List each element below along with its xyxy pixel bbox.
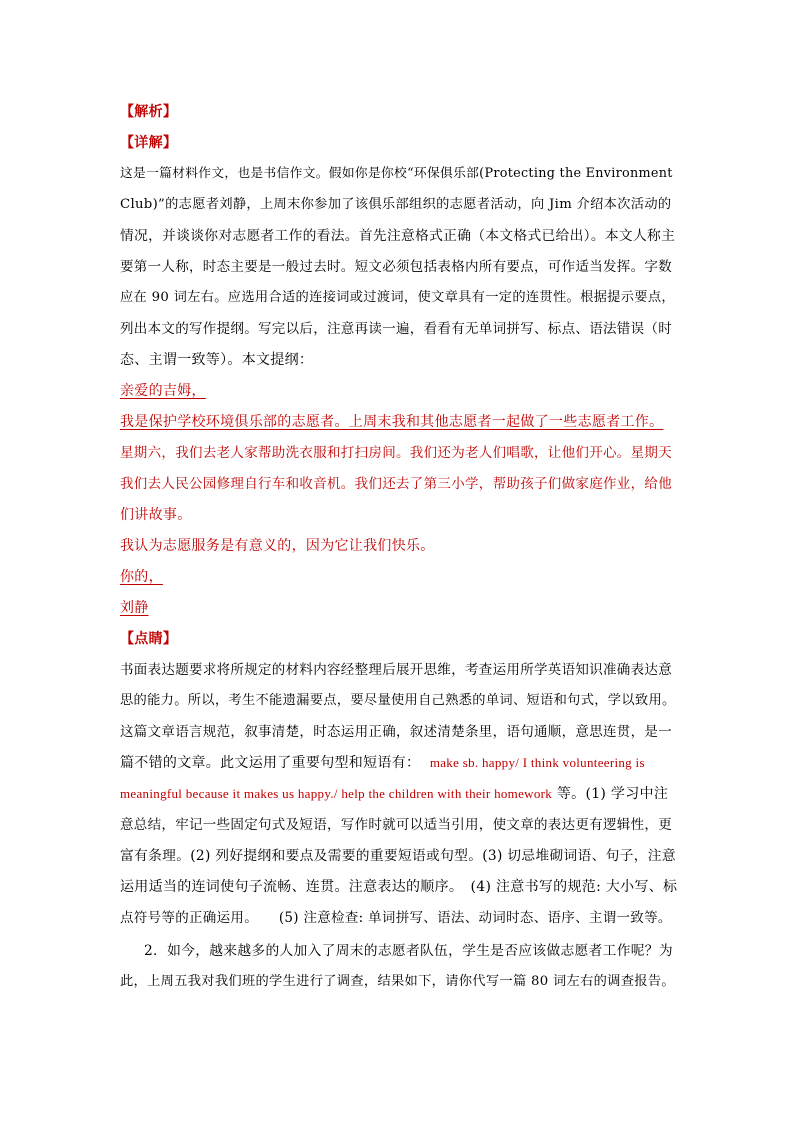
comment-line-9: 点符号等的正确运用。 (5) 注意检查: 单词拼写、语法、动词时态、语序、主谓一致等。: [120, 910, 672, 926]
comment-line-5-english: meaningful because it makes us happy./ help the children with their homework: [120, 786, 553, 801]
detail-line-7: 态、主谓一致等）。本文提纲：: [120, 352, 314, 368]
comment-line-5-suffix: 等。(1) 学习中注: [556, 786, 669, 802]
comment-line-2: 思的能力。所以，考生不能遗漏要点，要尽量使用自己熟悉的单词、短语和句式，学以致用。: [120, 693, 676, 708]
comment-line-4-prefix: 篇不错的文章。此文运用了重要句型和短语有：: [120, 755, 421, 771]
detail-line-6: 列出本文的写作提纲。写完以后，注意再读一遍，看看有无单词拼写、标点、语法错误（时: [120, 321, 672, 337]
detail-line-3: 情况，并谈谈你对志愿者工作的看法。首先注意格式正确（本文格式已给出）。本文人称主: [120, 228, 676, 244]
analysis-heading: 【解析】: [120, 104, 178, 120]
comment-line-4-english: make sb. happy/ I think volunteering is: [429, 755, 645, 770]
outline-greeting: 亲爱的吉姆，: [120, 383, 206, 399]
outline-line-2b: 我们去人民公园修理自行车和收音机。我们还去了第三小学，帮助孩子们做家庭作业，给他: [120, 476, 672, 492]
detail-line-4: 要第一人称，时态主要是一般过去时。短文必须包括表格内所有要点，可作适当发挥。字数: [120, 259, 672, 275]
outline-line-2c: 们讲故事。: [120, 507, 192, 523]
outline-line-1: [120, 412, 663, 432]
question-2-line-1: 2．如今，越来越多的人加入了周末的志愿者队伍，学生是否应该做志愿者工作呢？为: [144, 943, 673, 959]
question-2-line-2: 此，上周五我对我们班的学生进行了调查，结果如下，请你代写一篇 80 词左右的调查报告。: [120, 974, 675, 989]
comment-line-4: [120, 753, 645, 773]
outline-signature: 刘静: [120, 600, 149, 616]
comment-line-3: 这篇文章语言规范，叙事清楚，时态运用正确，叙述清楚条里，语句通顺，意思连贯，是一: [120, 724, 672, 740]
detail-line-2: Club)”的志愿者刘静，上周末你参加了该俱乐部组织的志愿者活动，向 Jim 介绍本次活动的: [120, 197, 672, 212]
comment-line-5: [120, 784, 668, 804]
detail-line-1: 这是一篇材料作文，也是书信作文。假如你是你校“环保俱乐部(Protecting the Environment: [120, 166, 673, 181]
outline-closing: 你的，: [120, 569, 163, 585]
detail-heading: 【详解】: [120, 135, 178, 151]
comment-line-7: 富有条理。(2) 列好提纲和要点及需要的重要短语或句型。(3) 切忌堆砌词语、句子，注意: [120, 848, 676, 864]
comment-line-6: 意总结，牢记一些固定句式及短语，写作时就可以适当引用，使文章的表达更有逻辑性，更: [120, 817, 672, 833]
comment-line-1: 书面表达题要求将所规定的材料内容经整理后展开思维，考查运用所学英语知识准确表达意: [120, 662, 672, 678]
comment-line-8: 运用适当的连词使句子流畅、连贯。注意表达的顺序。 (4) 注意书写的规范: 大小写、标: [120, 879, 678, 895]
outline-line-3: 我认为志愿服务是有意义的，因为它让我们快乐。: [120, 538, 435, 554]
outline-line-2a: 星期六，我们去老人家帮助洗衣服和打扫房间。我们还为老人们唱歌，让他们开心。星期天: [120, 445, 672, 461]
outline-line-1-text: 我是保护学校环境俱乐部的志愿者。上周末我和其他志愿者一起做了一些志愿者工作。: [120, 414, 664, 430]
detail-line-5: 应在 90 词左右。应选用合适的连接词或过渡词，使文章具有一定的连贯性。根据提示要点，: [120, 290, 675, 305]
comment-heading: 【点睛】: [120, 631, 178, 647]
